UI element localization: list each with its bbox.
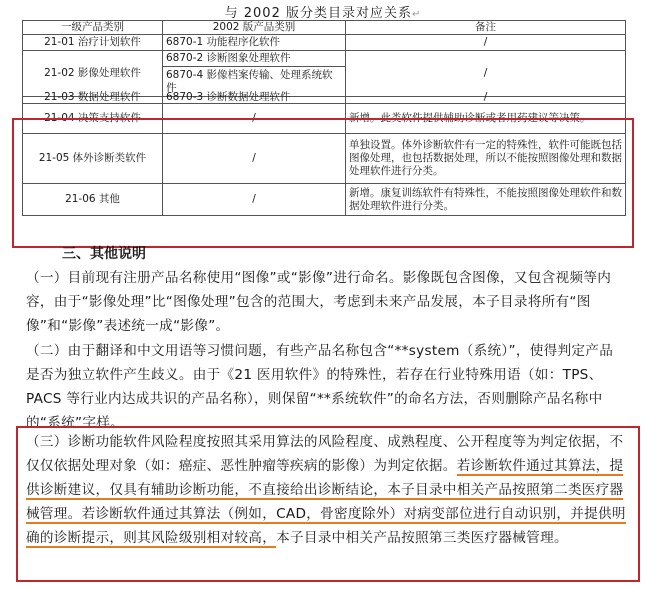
highlight-box-table bbox=[12, 118, 634, 248]
paragraph-3 bbox=[26, 430, 626, 578]
category-cell: 21-01 治疗计划软件 bbox=[23, 35, 163, 51]
underlined-class-3: 若诊断软件通过其算法（例如，CAD，骨密度除外）对病变部位进行自动识别，并提供明确的诊断提示，则其风险级别相对较高， bbox=[26, 506, 626, 546]
old-category-cell: 6870-3 诊断数据处理软件 bbox=[166, 91, 291, 103]
category-cell: 21-05 体外诊断类软件 bbox=[23, 134, 163, 184]
old-category-cell: 6870-1 功能程序化软件 bbox=[163, 35, 346, 51]
old-category-cell: / bbox=[163, 104, 346, 134]
note-cell: / bbox=[346, 35, 626, 51]
paragraph-3-lead: （三）诊断功能软件风险程度按照其采用算法的风险程度、成熟程度、公开程度等为判定依据，不仅仅依据处理对象（如：癌症、恶性肿瘤等疾病的影像）为判定依据。 bbox=[26, 434, 624, 474]
note-cell: / bbox=[483, 91, 488, 103]
note-cell: / bbox=[346, 51, 626, 97]
table-caption: 与 2002 版分类目录对应关系↵ bbox=[224, 6, 422, 21]
table-header-row bbox=[23, 21, 626, 35]
category-cell: 21-02 影像处理软件 bbox=[23, 51, 163, 97]
table-row bbox=[23, 51, 626, 67]
old-category-cell: 6870-2 诊断图象处理软件 bbox=[163, 51, 346, 67]
category-cell: 21-04 决策支持软件 bbox=[23, 104, 163, 134]
category-cell: 21-06 其他 bbox=[23, 184, 163, 216]
old-category-cell: 6870-4 影像档案传输、处理系统软件 bbox=[163, 67, 346, 97]
header-cell: 一级产品类别 bbox=[23, 21, 163, 35]
note-cell: 新增。此类软件提供辅助诊断或者用药建议等决策。 bbox=[346, 104, 626, 134]
note-cell: 新增。康复训练软件有特殊性，不能按照图像处理软件和数据处理软件进行分类。 bbox=[346, 184, 626, 216]
paragraph-3-tail: 本子目录中相关产品按照第三类医疗器械管理。 bbox=[276, 530, 568, 546]
table-row bbox=[23, 97, 626, 104]
category-cell: 21-03 数据处理软件 bbox=[44, 91, 141, 103]
old-category-cell: / bbox=[163, 184, 346, 216]
section-heading: 三、其他说明 bbox=[62, 246, 146, 262]
underlined-class-2: 若诊断软件通过其算法，提供诊断建议，仅具有辅助诊断功能，不直接给出诊断结论，本子目录中相关产品按照第二类医疗器械管理。 bbox=[26, 458, 624, 522]
header-cell: 备注 bbox=[346, 21, 626, 35]
old-category-cell: / bbox=[163, 134, 346, 184]
paragraph-1: （一）目前现有注册产品名称使用“图像”或“影像”进行命名。影像既包含图像，又包含视频等内容，由于“影像处理”比“图像处理”包含的范围大，考虑到未来产品发展，本子目录将所有“图像”和“影像”表述统一成“影像”。 bbox=[26, 270, 612, 334]
paragraph-2: （二）由于翻译和中文用语等习惯问题，有些产品名称包含“**system（系统）”，使得判定产品是否为独立软件产生歧义。由于《21 医用软件》的特殊性，若存在行业特殊用语（如：TPS、PACS 等行业内达成共识的产品名称），则保留“**系统软件”的命名方法，否则删除产品名称中的“系统”字样。 bbox=[26, 343, 614, 431]
table-row bbox=[23, 35, 626, 51]
note-cell: 单独设置。体外诊断软件有一定的特殊性，软件可能既包括图像处理，也包括数据处理，所以不能按照图像处理和数据处理软件进行分类。 bbox=[346, 134, 626, 184]
header-cell: 2002 版产品类别 bbox=[163, 21, 346, 35]
